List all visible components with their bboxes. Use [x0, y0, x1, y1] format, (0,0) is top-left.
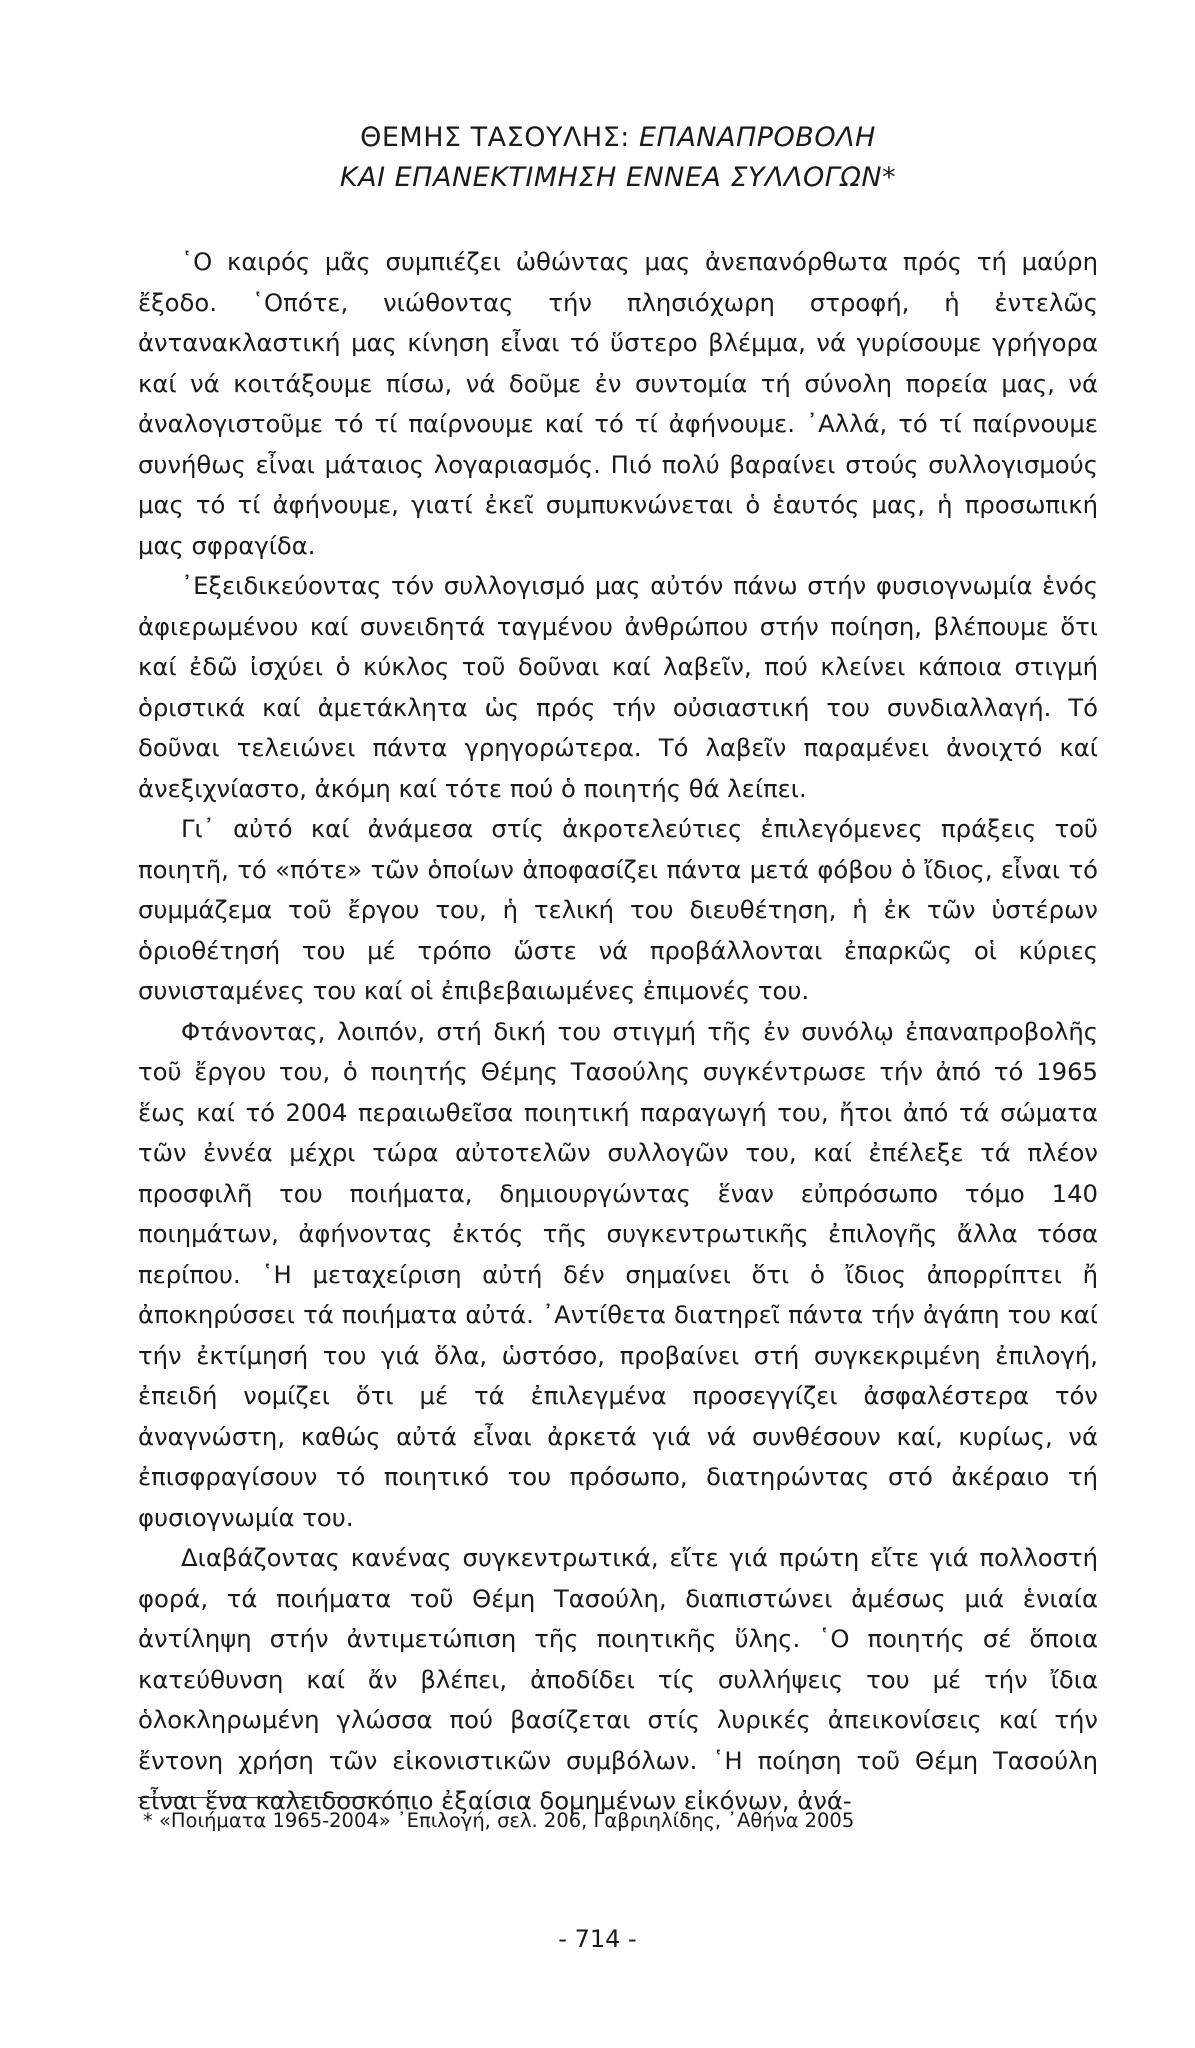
page-content — [138, 118, 1098, 1822]
page-title — [138, 118, 1098, 198]
page-number: - 714 - — [558, 1925, 637, 1953]
footnote: * «Ποιήματα 1965-2004» ᾿Επιλογή, σελ. 206, Γαβριηλίδης, ᾿Αθήνα 2005 — [143, 1809, 855, 1832]
title-author: ΘΕΜΗΣ ΤΑΣΟΥΛΗΣ: — [360, 122, 630, 153]
footnote-divider — [138, 1797, 383, 1798]
article-body — [138, 242, 1098, 1822]
paragraph-5: Διαβάζοντας κανένας συγκεντρωτικά, εἴτε γιά πρώτη εἴτε γιά πολλοστή φορά, τά ποιήματα τοῦ Θέμη Τασούλη, διαπιστώνει ἀμέσως μιά ἑνιαία ἀντίληψη στήν ἀντιμετώπιση τῆς ποιητικῆς ὕλης. ῾Ο ποιητής σέ ὅποια κατεύθυνση καί ἄν βλέπει, ἀποδίδει τίς συλλήψεις του μέ τήν ἴδια ὁλοκληρωμένη γλώσσα πού βασίζεται στίς λυρικές ἀπεικονίσεις καί τήν ἔντονη χρήση τῶν εἰκονιστικῶν συμβόλων. ῾Η ποίηση τοῦ Θέμη Τασούλη εἶναι ἕνα καλειδοσκόπιο ἐξαίσια δομημένων εἰκόνων, ἀνά- — [138, 1543, 1098, 1815]
paragraph-4: Φτάνοντας, λοιπόν, στή δική του στιγμή τῆς ἐν συνόλῳ ἐπαναπροβολῆς τοῦ ἔργου του, ὁ ποιητής Θέμης Τασούλης συγκέντρωσε τήν ἀπό τό 1965 ἕως καί τό 2004 περαιωθεῖσα ποιητική παραγωγή του, ἤτοι ἀπό τά σώματα τῶν ἐννέα μέχρι τώρα αὐτοτελῶν συλλογῶν του, καί ἐπέλεξε τά πλέον προσφιλῆ του ποιήματα, δημιουργώντας ἕναν εὐπρόσωπο τόμο 140 ποιημάτων, ἀφήνοντας ἐκτός τῆς συγκεντρωτικῆς ἐπιλογῆς ἄλλα τόσα περίπου. ῾Η μεταχείριση αὐτή δέν σημαίνει ὅτι ὁ ἴδιος ἀπορρίπτει ἤ ἀποκηρύσσει τά ποιήματα αὐτά. ᾿Αντίθετα διατηρεῖ πάντα τήν ἀγάπη του καί τήν ἐκτίμησή του γιά ὅλα, ὡστόσο, προβαίνει στή συγκεκριμένη ἐπιλογή, ἐπειδή νομίζει ὅτι μέ τά ἐπιλεγμένα προσεγγίζει ἀσφαλέστερα τόν ἀναγνώστη, καθώς αὐτά εἶναι ἀρκετά γιά νά συνθέσουν καί, κυρίως, νά ἐπισφραγίσουν τό ποιητικό του πρόσωπο, διατηρώντας στό ἀκέραιο τή φυσιογνωμία του. — [138, 1016, 1098, 1532]
paragraph-3: Γι᾿ αὐτό καί ἀνάμεσα στίς ἀκροτελεύτιες ἐπιλεγόμενες πράξεις τοῦ ποιητῆ, τό «πότε» τῶν ὁποίων ἀποφασίζει πάντα μετά φόβου ὁ ἴδιος, εἶναι τό συμμάζεμα τοῦ ἔργου του, ἡ τελική του διευθέτηση, ἡ ἐκ τῶν ὑστέρων ὁριοθέτησή του μέ τρόπο ὥστε νά προβάλλονται ἐπαρκῶς οἱ κύριες συνισταμένες του καί οἱ ἐπιβεβαιωμένες ἐπιμονές του. — [138, 814, 1098, 1005]
title-work-line2: ΚΑΙ ΕΠΑΝΕΚΤΙΜΗΣΗ ΕΝΝΕΑ ΣΥΛΛΟΓΩΝ* — [339, 162, 897, 193]
paragraph-2: ᾿Εξειδικεύοντας τόν συλλογισμό μας αὐτόν πάνω στήν φυσιογνωμία ἑνός ἀφιερωμένου καί συνειδητά ταγμένου ἀνθρώπου στήν ποίηση, βλέπουμε ὅτι καί ἐδῶ ἰσχύει ὁ κύκλος τοῦ δοῦναι καί λαβεῖν, πού κλείνει κάποια στιγμή ὁριστικά καί ἀμετάκλητα ὡς πρός τήν οὐσιαστική του συνδιαλλαγή. Τό δοῦναι τελειώνει πάντα γρηγορώτερα. Τό λαβεῖν παραμένει ἀνοιχτό καί ἀνεξιχνίαστο, ἀκόμη καί τότε πού ὁ ποιητής θά λείπει. — [138, 571, 1098, 803]
title-work-line1: ΕΠΑΝΑΠΡΟΒΟΛΗ — [638, 122, 876, 153]
paragraph-1: ῾Ο καιρός μᾶς συμπιέζει ὠθώντας μας ἀνεπανόρθωτα πρός τή μαύρη ἔξοδο. ῾Οπότε, νιώθοντας τήν πλησιόχωρη στροφή, ἡ ἐντελῶς ἀντανακλαστική μας κίνηση εἶναι τό ὕστερο βλέμμα, νά γυρίσουμε γρήγορα καί νά κοιτάξουμε πίσω, νά δοῦμε ἐν συντομία τή σύνολη πορεία μας, νά ἀναλογιστοῦμε τό τί παίρνουμε καί τό τί ἀφήνουμε. ᾿Αλλά, τό τί παίρνουμε συνήθως εἶναι μάταιος λογαριασμός. Πιό πολύ βαραίνει στούς συλλογισμούς μας τό τί ἀφήνουμε, γιατί ἐκεῖ συμπυκνώνεται ὁ ἑαυτός μας, ἡ προσωπική μας σφραγίδα. — [138, 247, 1098, 560]
